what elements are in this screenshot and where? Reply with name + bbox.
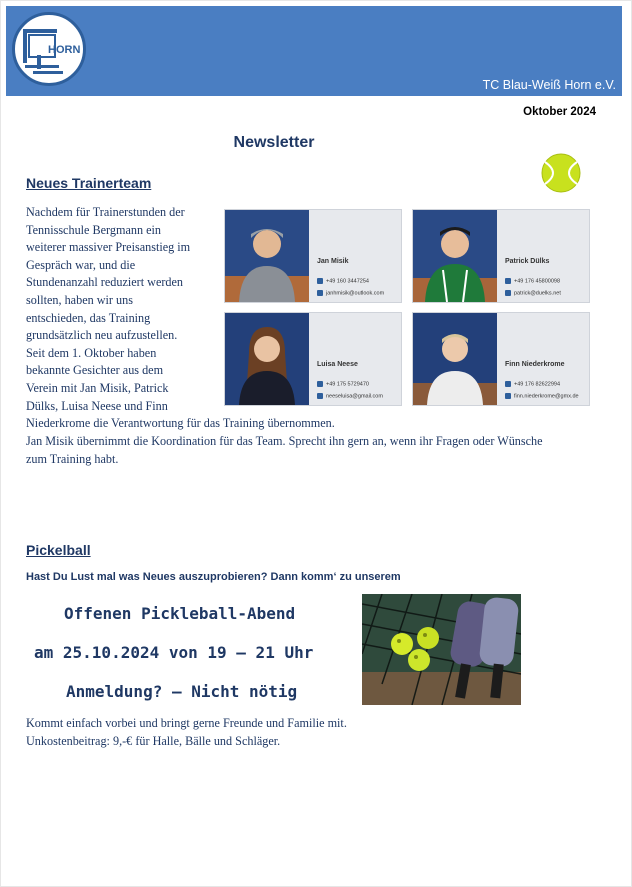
text-line: Gespräch war, und die (26, 257, 136, 272)
text-line: Tennisschule Bergmann ein (26, 222, 161, 237)
club-logo-graphic (15, 15, 83, 83)
trainer-phone-text: +49 175 5729470 (326, 381, 369, 388)
trainer-name: Patrick Dülks (505, 258, 550, 265)
trainerteam-paragraph-full-1: Niederkrome die Verantwortung für das Training übernommen. (26, 416, 335, 430)
mail-icon (317, 290, 323, 296)
section-heading-pickleball: Pickelball (26, 542, 91, 558)
trainer-photo (225, 210, 309, 302)
mail-icon (317, 393, 323, 399)
trainer-photo (413, 210, 497, 302)
text-line: Nachdem für Trainerstunden der (26, 205, 185, 219)
section-heading-trainerteam: Neues Trainerteam (26, 175, 152, 191)
text-line: Stundenanzahl reduziert werden (26, 275, 184, 290)
tennis-ball-icon (540, 152, 582, 194)
text-line: entschieden, das Training (26, 310, 151, 325)
club-logo (12, 12, 86, 86)
trainer-photo (225, 313, 309, 405)
trainer-email-text: patrick@duelks.net (514, 290, 561, 297)
phone-icon (505, 278, 511, 284)
phone-icon (317, 278, 323, 284)
mail-icon (505, 393, 511, 399)
trainer-phone (317, 381, 369, 387)
trainerteam-paragraph-full-3: zum Training habt. (26, 452, 119, 466)
text-line: Dülks, Luisa Neese und Finn (26, 398, 168, 413)
trainer-photo (413, 313, 497, 405)
trainer-name: Luisa Neese (317, 361, 358, 368)
pickleball-photo (362, 594, 521, 705)
trainer-card-luisa-neese (224, 312, 402, 406)
text-line: Seit dem 1. Oktober haben (26, 345, 157, 360)
trainer-name: Finn Niederkrome (505, 361, 565, 368)
text-line: sollten, haben wir uns (26, 292, 133, 307)
pickleball-intro: Hast Du Lust mal was Neues auszuprobieren? Dann komm‘ zu unserem (26, 571, 401, 583)
trainer-phone-text: +49 176 82622994 (514, 381, 561, 388)
pickleball-footer-1: Kommt einfach vorbei und bringt gerne Freunde und Familie mit. (26, 716, 347, 730)
trainer-email (317, 393, 383, 399)
text-line: weiterer massiver Preisanstieg im (26, 240, 191, 255)
mail-icon (505, 290, 511, 296)
trainer-phone-text: +49 160 3447254 (326, 278, 369, 285)
phone-icon (317, 381, 323, 387)
pickleball-event-date: am 25.10.2024 von 19 – 21 Uhr (34, 643, 314, 662)
trainer-email (505, 393, 579, 399)
trainer-email (317, 290, 384, 296)
trainerteam-paragraph-left (26, 204, 222, 415)
trainer-email (505, 290, 561, 296)
trainer-email-text: finn.niederkrome@gmx.de (514, 393, 579, 400)
pickleball-footer-2: Unkostenbeitrag: 9,-€ für Halle, Bälle und Schläger. (26, 734, 281, 748)
trainer-email-text: neeseluisa@gmail.com (326, 393, 383, 400)
pickleball-registration: Anmeldung? – Nicht nötig (66, 682, 298, 701)
club-name: TC Blau-Weiß Horn e.V. (482, 78, 616, 92)
text-line: Verein mit Jan Misik, Patrick (26, 380, 169, 395)
trainer-phone (505, 381, 560, 387)
trainer-phone (317, 278, 369, 284)
text-line: bekannte Gesichter aus dem (26, 363, 164, 378)
trainer-card-patrick-duelks (412, 209, 590, 303)
issue-date: Oktober 2024 (523, 106, 596, 118)
text-line: grundsätzlich neu aufzustellen. (26, 328, 178, 343)
pickleball-event-title: Offenen Pickleball-Abend (64, 604, 296, 623)
trainer-name: Jan Misik (317, 258, 349, 265)
phone-icon (505, 381, 511, 387)
trainer-card-jan-misik (224, 209, 402, 303)
trainer-phone (505, 278, 560, 284)
page-title: Newsletter (233, 134, 315, 151)
trainer-phone-text: +49 176 45800098 (514, 278, 561, 285)
trainer-email-text: janhmisik@outlook.com (326, 290, 385, 297)
logo-text: HORN (48, 44, 81, 56)
trainerteam-paragraph-full-2: Jan Misik übernimmt die Koordination für das Team. Sprecht ihn gern an, wenn ihr Fragen oder Wünsche (26, 434, 543, 448)
trainer-card-finn-niederkrome (412, 312, 590, 406)
